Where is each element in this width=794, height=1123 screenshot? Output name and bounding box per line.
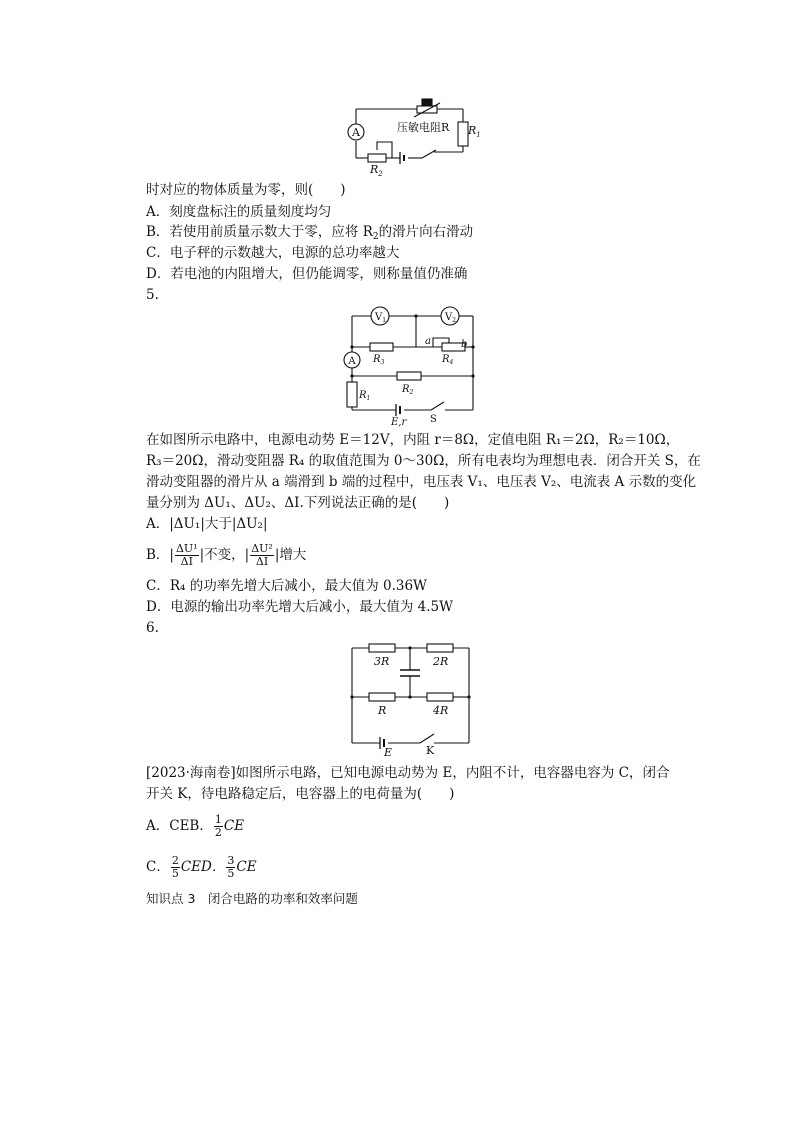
q5-text-line-1: 在如图所示电路中，电源电动势 E＝12V，内阻 r＝8Ω，定值电阻 R₁＝2Ω，R₂＝10Ω， [146, 432, 680, 448]
source-label: E [384, 746, 393, 759]
q6-number: 6. [146, 620, 159, 636]
q5-text-line-3: 滑动变阻器的滑片从 a 端滑到 b 端的过程中，电压表 V₁、电压表 V₂、电流表 A 示数的变化 [146, 474, 697, 490]
q4-option-d: D．若电池的内阻增大，但仍能调零，则称量值仍准确 [146, 266, 468, 282]
r2-label: $R_2$ [402, 384, 414, 396]
source-label: E,r [391, 417, 407, 428]
sensor-label: 压敏电阻R [397, 121, 450, 134]
section-heading: 知识点 3 闭合电路的功率和效率问题 [146, 891, 358, 906]
label-r: R [378, 704, 387, 717]
r1-label: $R_1$ [359, 390, 371, 402]
q5-option-d: D．电源的输出功率先增大后减小，最大值为 4.5W [146, 599, 453, 615]
ammeter-label: A [348, 356, 356, 367]
resistor-2r [427, 644, 453, 652]
switch-label: K [426, 744, 435, 757]
resistor-4r [427, 693, 453, 701]
r3-label: $R_3$ [373, 354, 385, 366]
r2-label: $R_2$ [370, 163, 383, 178]
r1-label: $R_1$ [468, 124, 481, 139]
terminal-b-label: b [461, 339, 468, 350]
switch-label: S [430, 414, 437, 425]
q4-stem: 时对应的物体质量为零，则( ) [146, 182, 346, 198]
resistor-3r [369, 644, 395, 652]
resistor-r [369, 693, 395, 701]
q5-option-c: C．R₄ 的功率先增大后减小，最大值为 0.36W [146, 578, 427, 594]
r4-label: $R_4$ [442, 354, 454, 366]
q5-option-b: B．| $\frac{\text{ΔU¹}}{\Delta I}$ |不变，| $\frac{\text{ΔU²}}{\Delta I}$ |增大 [146, 542, 307, 568]
q5-text-line-4: 量分别为 ΔU₁、ΔU₂、ΔI.下列说法正确的是( ) [146, 495, 450, 511]
q4-option-b: B．若使用前质量示数大于零，应将 $R_2$的滑片向右滑动 [146, 224, 474, 242]
ammeter-label: A [352, 126, 360, 139]
q6-text-line-1: [2023·海南卷]如图所示电路，已知电源电动势为 E，内阻不计，电容器电容为 C，闭合 [146, 765, 670, 781]
q6-text-line-2: 开关 K，待电路稳定后，电容器上的电荷量为( ) [146, 786, 455, 802]
q4-option-c: C．电子秤的示数越大，电源的总功率越大 [146, 245, 400, 261]
label-2r: 2R [433, 655, 449, 668]
terminal-a-label: a [425, 336, 431, 347]
label-3r: 3R [374, 655, 390, 668]
q6-options-c-d: C． $\frac{2}{5}$ CED． $\frac{3}{5}$ CE [146, 854, 257, 880]
v2-label: $V_2$ [445, 312, 457, 324]
q6-options-a-b: A．CEB． $\frac{1}{2}$ CE [146, 813, 245, 839]
v1-label: $V_1$ [375, 312, 387, 324]
q5-text-line-2: R₃＝20Ω，滑动变阻器 R₄ 的取值范围为 0～30Ω，所有电表均为理想电表．闭合开关 S，在 [146, 453, 701, 469]
q5-number: 5. [146, 287, 159, 303]
q4-option-a: A．刻度盘标注的质量刻度均匀 [146, 204, 332, 220]
label-4r: 4R [433, 704, 449, 717]
q5-option-a: A．|ΔU₁|大于|ΔU₂| [146, 516, 268, 532]
